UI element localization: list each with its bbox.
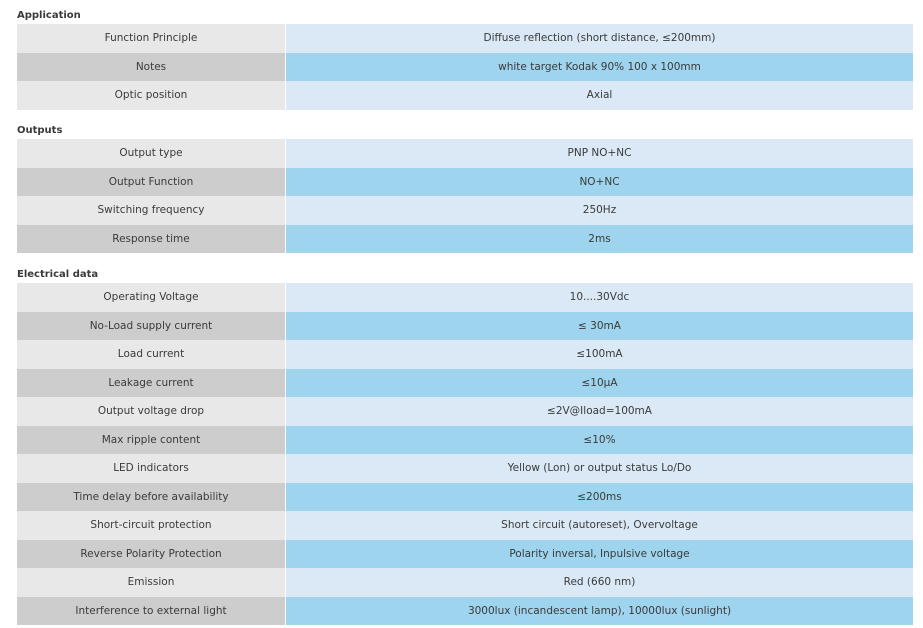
row-value: 2ms — [285, 225, 913, 254]
row-label: Notes — [17, 53, 285, 82]
row-label: Emission — [17, 568, 285, 597]
table-row — [17, 24, 913, 53]
row-value: Yellow (Lon) or output status Lo/Do — [285, 454, 913, 483]
section-title: Outputs — [17, 125, 63, 136]
table-row — [17, 225, 913, 254]
table-row — [17, 540, 913, 569]
table-row — [17, 139, 913, 168]
row-value: ≤10μA — [285, 369, 913, 398]
row-label: Reverse Polarity Protection — [17, 540, 285, 569]
section-title: Electrical data — [17, 269, 99, 280]
row-label: Function Principle — [17, 24, 285, 53]
table-row — [17, 369, 913, 398]
table-row — [17, 454, 913, 483]
table-row — [17, 312, 913, 341]
row-value: ≤2V@Iload=100mA — [285, 397, 913, 426]
row-label: Load current — [17, 340, 285, 369]
row-value: ≤200ms — [285, 483, 913, 512]
table-row — [17, 397, 913, 426]
section-outputs — [17, 123, 913, 253]
table-row — [17, 81, 913, 110]
row-value: ≤ 30mA — [285, 312, 913, 341]
table-row — [17, 53, 913, 82]
row-value: ≤10% — [285, 426, 913, 455]
table-row — [17, 597, 913, 626]
row-label: Interference to external light — [17, 597, 285, 626]
table-row — [17, 196, 913, 225]
table-row — [17, 283, 913, 312]
row-label: Response time — [17, 225, 285, 254]
table-row — [17, 340, 913, 369]
section-title: Application — [17, 10, 81, 21]
row-label: Optic position — [17, 81, 285, 110]
row-value: Red (660 nm) — [285, 568, 913, 597]
row-value: 3000lux (incandescent lamp), 10000lux (sunlight) — [285, 597, 913, 626]
row-value: Short circuit (autoreset), Overvoltage — [285, 511, 913, 540]
row-label: Time delay before availability — [17, 483, 285, 512]
row-value: ≤100mA — [285, 340, 913, 369]
row-label: No-Load supply current — [17, 312, 285, 341]
row-value: Diffuse reflection (short distance, ≤200mm) — [285, 24, 913, 53]
table-row — [17, 568, 913, 597]
row-value: white target Kodak 90% 100 x 100mm — [285, 53, 913, 82]
table-row — [17, 426, 913, 455]
row-value: Axial — [285, 81, 913, 110]
row-label: Operating Voltage — [17, 283, 285, 312]
row-label: Switching frequency — [17, 196, 285, 225]
row-label: Max ripple content — [17, 426, 285, 455]
row-label: Output type — [17, 139, 285, 168]
row-value: 10....30Vdc — [285, 283, 913, 312]
row-label: Short-circuit protection — [17, 511, 285, 540]
section-electrical-data — [17, 267, 913, 625]
row-value: NO+NC — [285, 168, 913, 197]
row-value: 250Hz — [285, 196, 913, 225]
table-row — [17, 511, 913, 540]
row-label: Leakage current — [17, 369, 285, 398]
table-row — [17, 168, 913, 197]
row-value: Polarity inversal, Inpulsive voltage — [285, 540, 913, 569]
row-value: PNP NO+NC — [285, 139, 913, 168]
row-label: LED indicators — [17, 454, 285, 483]
row-label: Output Function — [17, 168, 285, 197]
table-row — [17, 483, 913, 512]
section-application — [17, 8, 913, 110]
row-label: Output voltage drop — [17, 397, 285, 426]
